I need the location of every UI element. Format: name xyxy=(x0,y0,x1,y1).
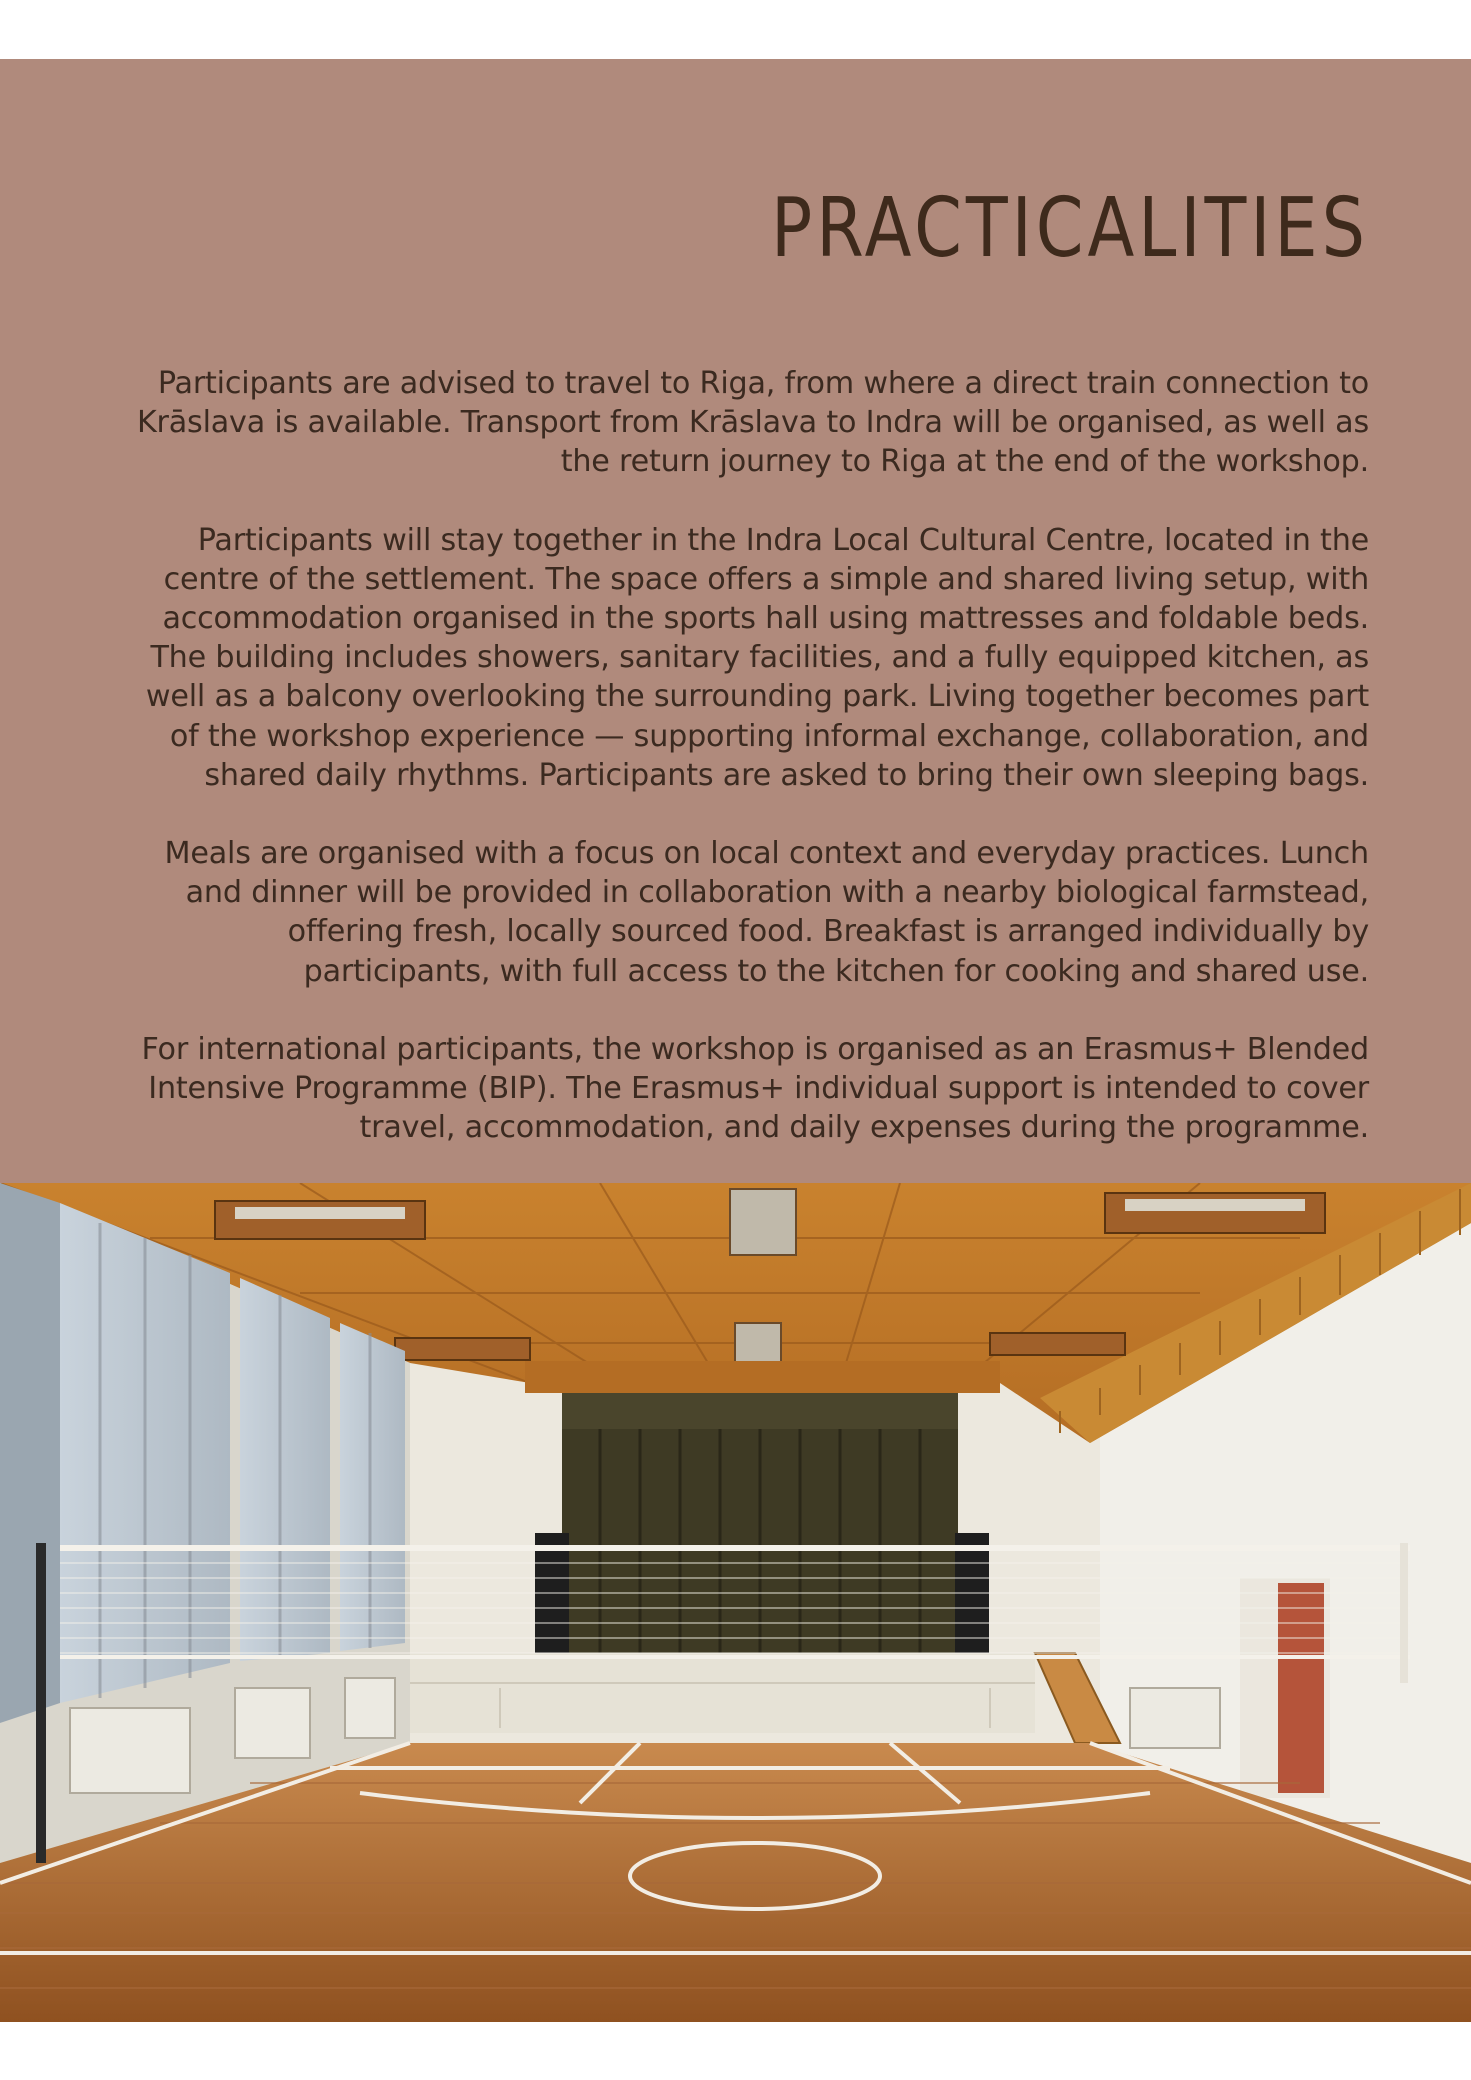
paragraph-funding: For international participants, the workshop is organised as an Erasmus+ Blended Intensive Programme (BIP). The Erasmus+ individual support is intended to cover travel, accommodation, and daily expenses during the programme. xyxy=(141,1031,1369,1146)
sports-hall-photo xyxy=(0,1183,1471,2022)
paragraph-travel: Participants are advised to travel to Riga, from where a direct train connection to Krāslava is available. Transport from Krāslava to Indra will be organised, as well as the return journey to Riga at the end of the workshop. xyxy=(136,366,1369,480)
page-title: PRACTICALITIES xyxy=(771,179,1369,276)
paragraph-meals: Meals are organised with a focus on local context and everyday practices. Lunch and dinner will be provided in collaboration with a nearby biological farmstead, offering fresh, locally sourced food. Breakfast is arranged individually by participants, with full access to the kitchen for cooking and shared use. xyxy=(164,836,1369,989)
sports-hall-illustration xyxy=(0,1183,1471,2022)
body-text xyxy=(120,364,1369,1186)
paragraph-accommodation: Participants will stay together in the Indra Local Cultural Centre, located in the centre of the settlement. The space offers a simple and shared living setup, with accommodation organised in the sports hall using mattresses and foldable beds. The building includes showers, sanitary facilities, and a fully equipped kitchen, as well as a balcony overlooking the surrounding park. Living together becomes part of the workshop experience — supporting informal exchange, collaboration, and shared daily rhythms. Participants are asked to bring their own sleeping bags. xyxy=(145,522,1369,793)
